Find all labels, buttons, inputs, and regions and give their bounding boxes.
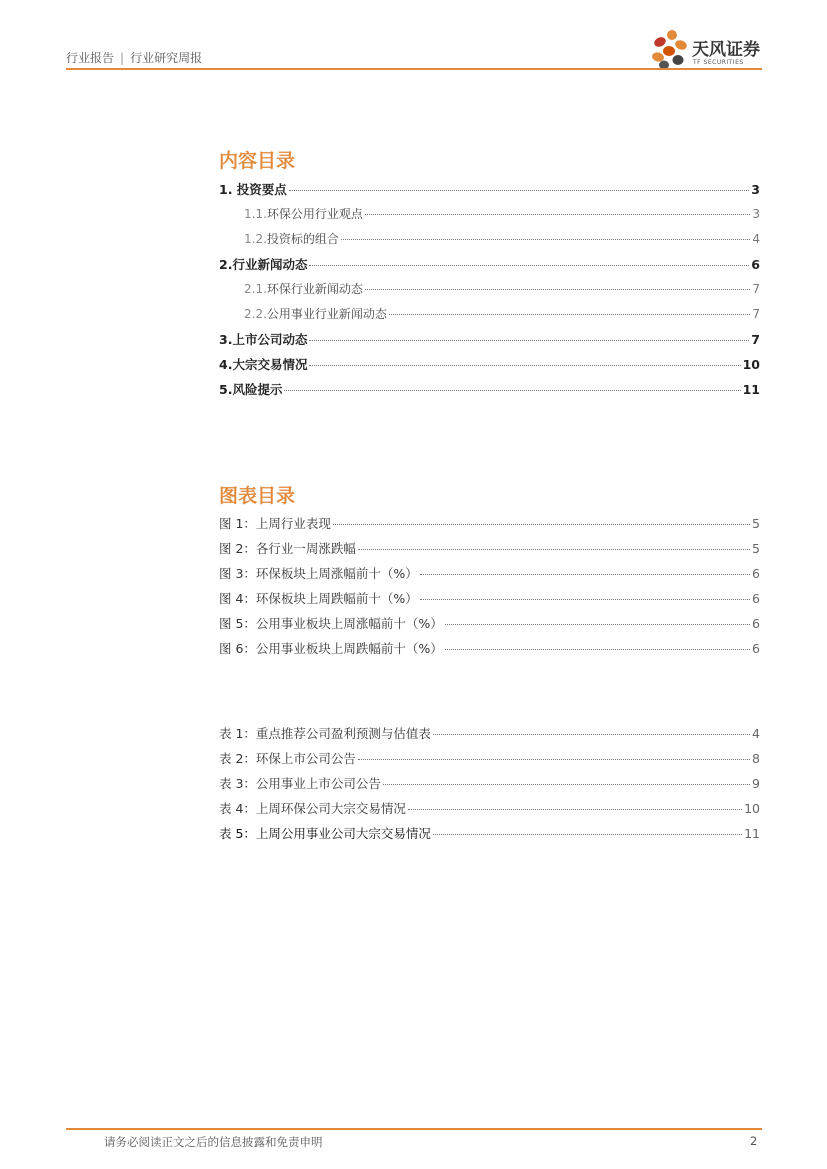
toc-entry-label: 5.风险提示 <box>219 382 283 397</box>
figure-entry-label: 图 1：上周行业表现 <box>219 516 331 531</box>
brand-flower-icon <box>650 28 690 70</box>
figure-entry-page: 5 <box>752 541 760 556</box>
toc-entry-label: 2.行业新闻动态 <box>219 257 308 272</box>
table-entry-page: 10 <box>744 801 760 816</box>
table-entry-label: 表 4：上周环保公司大宗交易情况 <box>219 801 406 816</box>
report-category: 行业报告 <box>66 51 115 65</box>
table-entry-1[interactable] <box>219 724 760 742</box>
dot-leader <box>365 214 750 215</box>
dot-leader <box>309 340 749 341</box>
dot-leader <box>333 524 750 525</box>
toc-entry-1-2[interactable] <box>244 230 760 248</box>
toc-entry-page: 6 <box>751 257 760 272</box>
contents-title: 内容目录 <box>219 150 296 172</box>
toc-entry-page: 10 <box>742 357 760 372</box>
dot-leader <box>408 809 742 810</box>
figures-title: 图表目录 <box>219 485 296 507</box>
page-number: 2 <box>750 1134 758 1148</box>
brand-subtitle: TF SECURITIES <box>693 59 744 66</box>
toc-entry-text: 投资标的组合 <box>266 232 339 246</box>
dot-leader <box>309 365 740 366</box>
figure-entry-6[interactable] <box>219 639 760 657</box>
dot-leader <box>358 759 750 760</box>
toc-entry-page: 7 <box>752 282 760 296</box>
table-entry-3[interactable] <box>219 774 760 792</box>
figure-entry-4[interactable] <box>219 589 760 607</box>
figure-entry-1[interactable] <box>219 514 760 532</box>
report-header <box>66 49 202 66</box>
table-entry-5[interactable] <box>219 824 760 842</box>
figure-entry-2[interactable] <box>219 539 760 557</box>
table-entry-label: 表 2：环保上市公司公告 <box>219 751 356 766</box>
dot-leader <box>358 549 750 550</box>
figure-entry-page: 6 <box>752 591 760 606</box>
toc-entry-label <box>244 230 339 247</box>
dot-leader <box>289 190 749 191</box>
toc-entry-5[interactable] <box>219 380 760 398</box>
table-entry-2[interactable] <box>219 749 760 767</box>
toc-entry-3[interactable] <box>219 330 760 348</box>
toc-entry-page: 7 <box>752 307 760 321</box>
toc-entry-text: 环保公用行业观点 <box>266 207 363 221</box>
table-entry-page: 9 <box>752 776 760 791</box>
footer-disclaimer: 请务必阅读正文之后的信息披露和免责申明 <box>104 1135 323 1149</box>
figure-entry-label: 图 5：公用事业板块上周涨幅前十（%） <box>219 616 443 631</box>
dot-leader <box>433 834 742 835</box>
table-entry-4[interactable] <box>219 799 760 817</box>
brand-name: 天风证券 <box>692 40 760 60</box>
toc-entry-1-1[interactable] <box>244 205 760 223</box>
dot-leader <box>420 599 750 600</box>
footer-divider <box>66 1128 762 1130</box>
toc-entry-2[interactable] <box>219 255 760 273</box>
toc-entry-number: 2.1. <box>244 282 267 296</box>
header-divider <box>66 68 762 70</box>
toc-entry-label <box>244 305 387 322</box>
toc-entry-4[interactable] <box>219 355 760 373</box>
table-entry-label: 表 5：上周公用事业公司大宗交易情况 <box>219 826 431 841</box>
toc-entry-page: 4 <box>752 232 760 246</box>
toc-entry-page: 3 <box>752 207 760 221</box>
figure-entry-page: 5 <box>752 516 760 531</box>
toc-entry-1[interactable] <box>219 180 760 198</box>
figure-entry-page: 6 <box>752 616 760 631</box>
report-type: 行业研究周报 <box>130 51 203 65</box>
toc-entry-label <box>244 280 363 297</box>
dot-leader <box>420 574 750 575</box>
toc-entry-page: 3 <box>751 182 760 197</box>
toc-entry-text: 公用事业行业新闻动态 <box>266 307 387 321</box>
figure-entry-label: 图 3：环保板块上周涨幅前十（%） <box>219 566 418 581</box>
dot-leader <box>383 784 750 785</box>
figure-entry-3[interactable] <box>219 564 760 582</box>
brand-logo <box>650 28 762 70</box>
dot-leader <box>389 314 750 315</box>
dot-leader <box>365 289 750 290</box>
table-entry-label: 表 1：重点推荐公司盈利预测与估值表 <box>219 726 431 741</box>
table-entry-page: 8 <box>752 751 760 766</box>
dot-leader <box>433 734 750 735</box>
figure-entry-label: 图 6：公用事业板块上周跌幅前十（%） <box>219 641 443 656</box>
toc-entry-number: 1.1. <box>244 207 267 221</box>
dot-leader <box>284 390 740 391</box>
figure-entry-page: 6 <box>752 641 760 656</box>
toc-entry-label: 3.上市公司动态 <box>219 332 308 347</box>
toc-entry-page: 11 <box>742 382 760 397</box>
toc-entry-label: 1. 投资要点 <box>219 182 287 197</box>
toc-entry-label <box>244 205 363 222</box>
toc-entry-page: 7 <box>751 332 760 347</box>
figure-entry-5[interactable] <box>219 614 760 632</box>
table-entry-page: 11 <box>744 826 760 841</box>
dot-leader <box>445 649 750 650</box>
dot-leader <box>341 239 750 240</box>
toc-entry-label: 4.大宗交易情况 <box>219 357 308 372</box>
table-entry-label: 表 3：公用事业上市公司公告 <box>219 776 381 791</box>
header-separator: | <box>120 51 125 65</box>
toc-entry-2-2[interactable] <box>244 305 760 323</box>
toc-entry-number: 2.2. <box>244 307 267 321</box>
toc-entry-text: 环保行业新闻动态 <box>266 282 363 296</box>
dot-leader <box>309 265 749 266</box>
toc-entry-2-1[interactable] <box>244 280 760 298</box>
figure-entry-label: 图 4：环保板块上周跌幅前十（%） <box>219 591 418 606</box>
figure-entry-label: 图 2：各行业一周涨跌幅 <box>219 541 356 556</box>
table-entry-page: 4 <box>752 726 760 741</box>
toc-entry-number: 1.2. <box>244 232 267 246</box>
figure-entry-page: 6 <box>752 566 760 581</box>
dot-leader <box>445 624 750 625</box>
